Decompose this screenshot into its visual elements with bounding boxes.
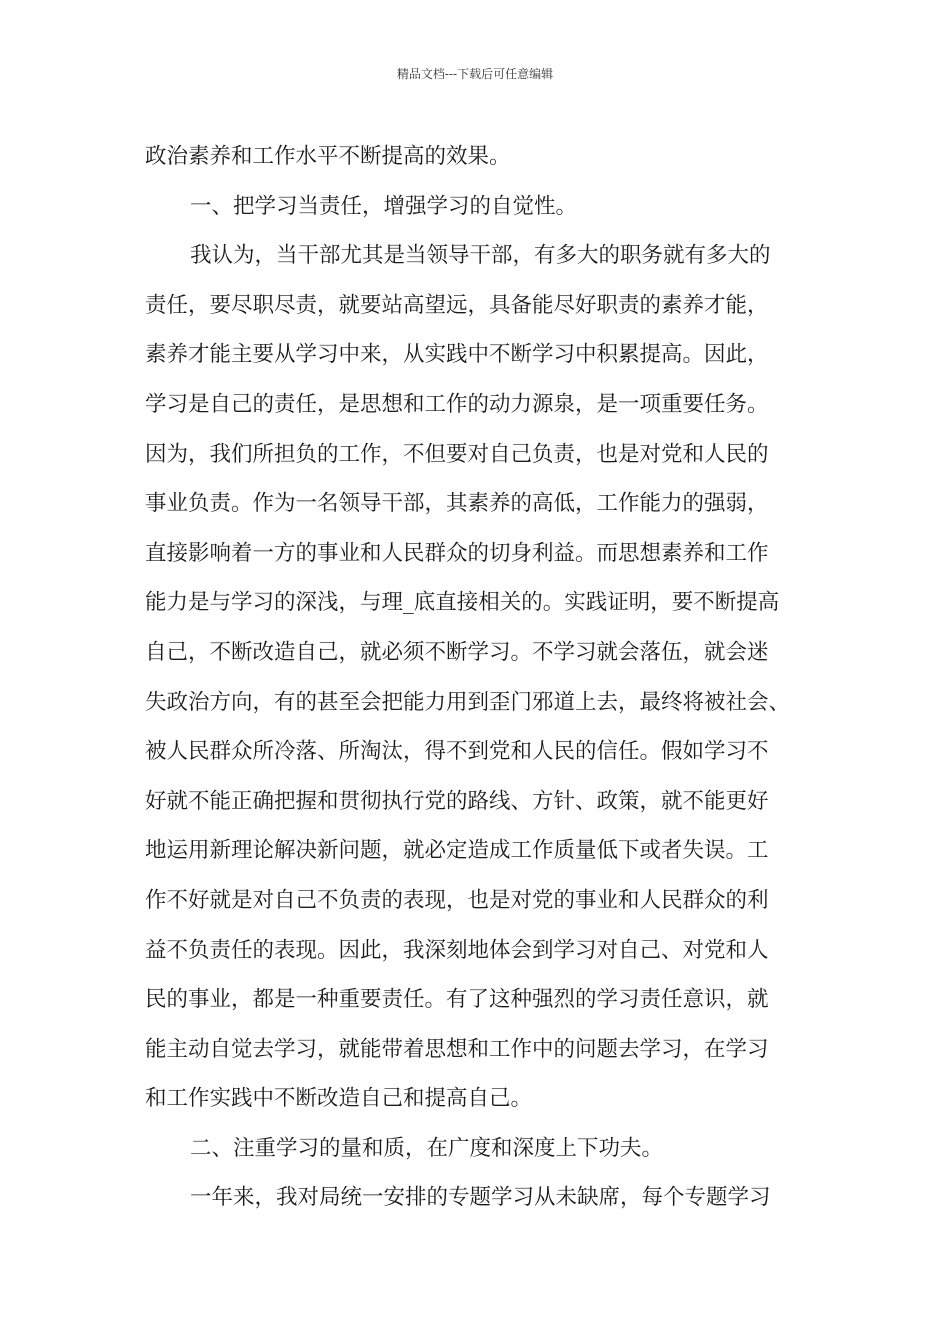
- text-line: 直接影响着一方的事业和人民群众的切身利益。而思想素养和工作: [145, 540, 769, 566]
- section-heading: 一、把学习当责任，增强学习的自觉性。: [190, 193, 578, 219]
- text-line: 和工作实践中不断改造自己和提高自己。: [145, 1086, 533, 1112]
- text-line: 益不负责任的表现。因此，我深刻地体会到学习对自己、对党和人: [145, 937, 769, 963]
- text-line: 能主动自觉去学习，就能带着思想和工作中的问题去学习，在学习: [145, 1036, 769, 1062]
- text-line: 学习是自己的责任，是思想和工作的动力源泉，是一项重要任务。: [145, 391, 769, 417]
- text-line: 作不好就是对自己不负责的表现，也是对党的事业和人民群众的利: [145, 887, 769, 913]
- document-body: [145, 132, 825, 1223]
- text-line: 因为，我们所担负的工作，不但要对自己负责，也是对党和人民的: [145, 441, 769, 467]
- section-heading: 二、注重学习的量和质，在广度和深度上下功夫。: [190, 1135, 664, 1161]
- page-header: 精品文档---下载后可任意编辑: [396, 67, 554, 81]
- text-line: 自己，不断改造自己，就必须不断学习。不学习就会落伍，就会迷: [145, 639, 769, 665]
- text-line: 素养才能主要从学习中来，从实践中不断学习中积累提高。因此，: [145, 342, 769, 368]
- text-line: 被人民群众所冷落、所淘汰，得不到党和人民的信任。假如学习不: [145, 739, 769, 765]
- text-line: 好就不能正确把握和贯彻执行党的路线、方针、政策，就不能更好: [145, 788, 769, 814]
- text-line: 一年来，我对局统一安排的专题学习从未缺席，每个专题学习: [190, 1185, 771, 1211]
- text-line: 责任，要尽职尽责，就要站高望远，具备能尽好职责的素养才能，: [145, 292, 769, 318]
- text-line: 政治素养和工作水平不断提高的效果。: [145, 144, 511, 169]
- text-line: 能力是与学习的深浅，与理_底直接相关的。实践证明，要不断提高: [145, 590, 780, 616]
- text-line: 事业负责。作为一名领导干部，其素养的高低，工作能力的强弱，: [145, 491, 769, 517]
- text-line: 地运用新理论解决新问题，就必定造成工作质量低下或者失误。工: [145, 838, 769, 864]
- text-line: 失政治方向，有的甚至会把能力用到歪门邪道上去，最终将被社会、: [145, 689, 791, 715]
- text-line: 民的事业，都是一种重要责任。有了这种强烈的学习责任意识，就: [145, 987, 769, 1013]
- text-line: 我认为，当干部尤其是当领导干部，有多大的职务就有多大的: [190, 243, 771, 269]
